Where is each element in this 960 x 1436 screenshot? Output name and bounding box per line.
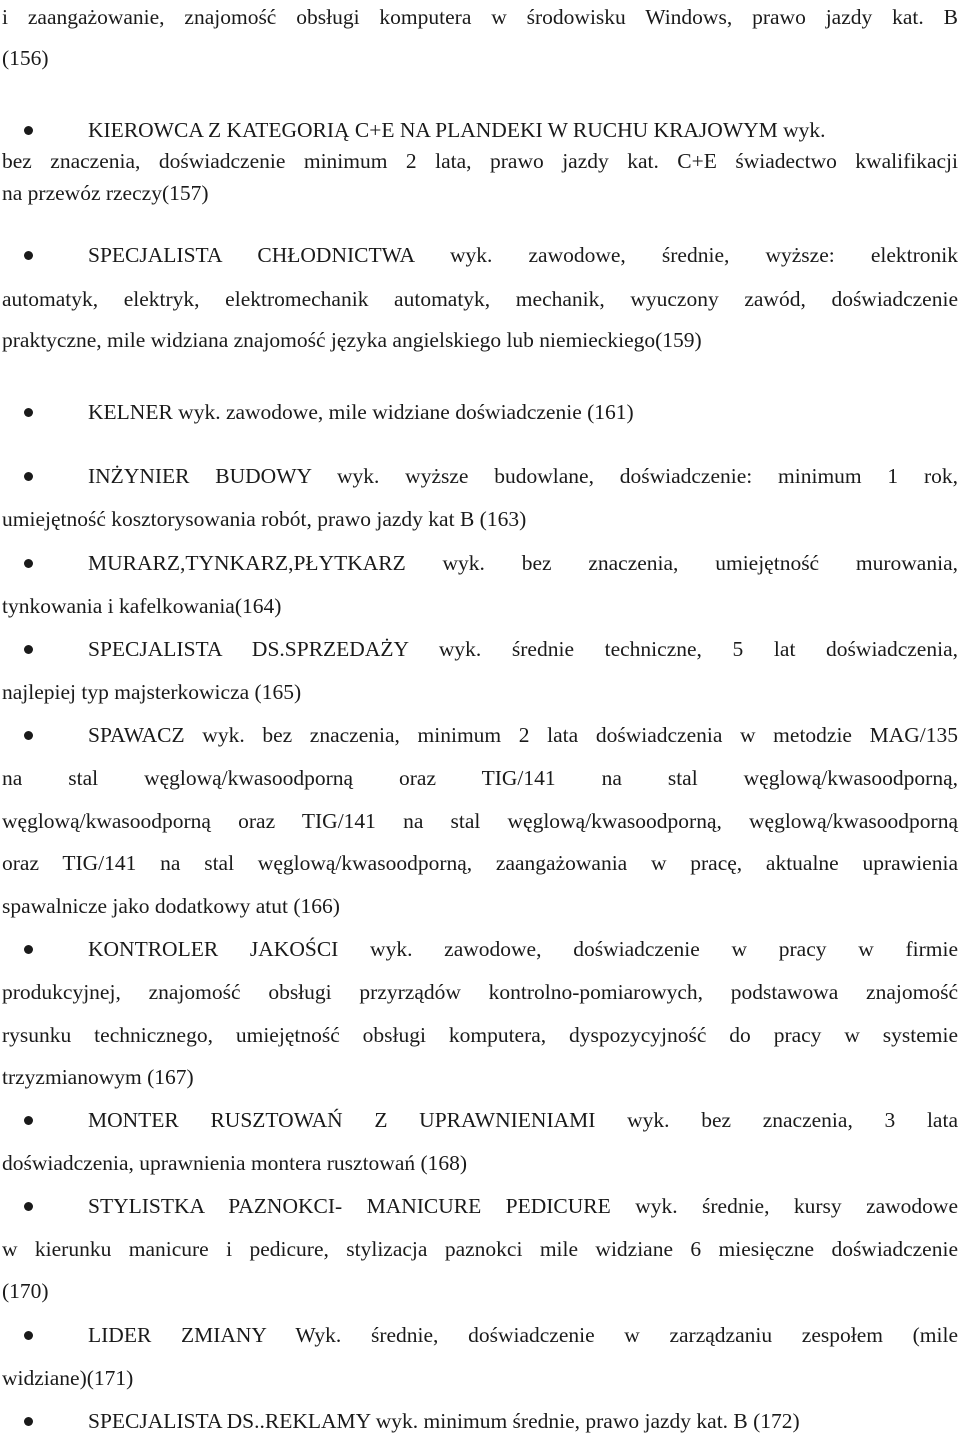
list-item-line: tynkowania i kafelkowania(164): [2, 594, 282, 618]
bullet-icon: [24, 1417, 33, 1426]
intro-line-2: (156): [2, 46, 49, 70]
list-item-line: bez znaczenia, doświadczenie minimum 2 lata, prawo jazdy kat. C+E świadectwo kwalifikacji: [2, 149, 958, 173]
list-item-line: MONTER RUSZTOWAŃ Z UPRAWNIENIAMI wyk. bez znaczenia, 3 lata: [88, 1108, 958, 1132]
list-item-line: KELNER wyk. zawodowe, mile widziane doświadczenie (161): [88, 400, 634, 424]
list-item-line: widziane)(171): [2, 1366, 134, 1390]
list-item-line: produkcyjnej, znajomość obsługi przyrządów kontrolno-pomiarowych, podstawowa znajomość: [2, 980, 958, 1004]
list-item-line: LIDER ZMIANY Wyk. średnie, doświadczenie w zarządzaniu zespołem (mile: [88, 1323, 958, 1347]
list-item-line: spawalnicze jako dodatkowy atut (166): [2, 894, 340, 918]
bullet-icon: [24, 251, 33, 260]
list-item-line: (170): [2, 1279, 49, 1303]
bullet-icon: [24, 945, 33, 954]
list-item-line: w kierunku manicure i pedicure, stylizacja paznokci mile widziane 6 miesięczne doświadczenie: [2, 1237, 958, 1261]
list-item-line: automatyk, elektryk, elektromechanik automatyk, mechanik, wyuczony zawód, doświadczenie: [2, 287, 958, 311]
intro-line-1: i zaangażowanie, znajomość obsługi komputera w środowisku Windows, prawo jazdy kat. B: [2, 5, 958, 29]
list-item-line: oraz TIG/141 na stal węglową/kwasoodporną, zaangażowania w pracę, aktualne uprawienia: [2, 851, 958, 875]
bullet-icon: [24, 1202, 33, 1211]
list-item-line: najlepiej typ majsterkowicza (165): [2, 680, 302, 704]
list-item-line: SPECJALISTA DS.SPRZEDAŻY wyk. średnie techniczne, 5 lat doświadczenia,: [88, 637, 958, 661]
list-item-line: na stal węglową/kwasoodporną oraz TIG/141 na stal węglową/kwasoodporną,: [2, 766, 958, 790]
bullet-icon: [24, 559, 33, 568]
bullet-icon: [24, 1116, 33, 1125]
list-item-line: MURARZ,TYNKARZ,PŁYTKARZ wyk. bez znaczenia, umiejętność murowania,: [88, 551, 958, 575]
list-item-line: SPAWACZ wyk. bez znaczenia, minimum 2 lata doświadczenia w metodzie MAG/135: [88, 723, 958, 747]
list-item-line: KIEROWCA Z KATEGORIĄ C+E NA PLANDEKI W RUCHU KRAJOWYM wyk.: [88, 118, 826, 142]
list-item-line: praktyczne, mile widziana znajomość języka angielskiego lub niemieckiego(159): [2, 328, 702, 352]
bullet-icon: [24, 731, 33, 740]
list-item-line: SPECJALISTA DS..REKLAMY wyk. minimum średnie, prawo jazdy kat. B (172): [88, 1409, 800, 1433]
list-item-line: umiejętność kosztorysowania robót, prawo jazdy kat B (163): [2, 507, 527, 531]
bullet-icon: [24, 645, 33, 654]
list-item-line: węglową/kwasoodporną oraz TIG/141 na stal węglową/kwasoodporną, węglową/kwasoodporną: [2, 809, 958, 833]
list-item-line: KONTROLER JAKOŚCI wyk. zawodowe, doświadczenie w pracy w firmie: [88, 937, 958, 961]
list-item-line: trzyzmianowym (167): [2, 1065, 194, 1089]
list-item-line: STYLISTKA PAZNOKCI- MANICURE PEDICURE wyk. średnie, kursy zawodowe: [88, 1194, 958, 1218]
list-item-line: INŻYNIER BUDOWY wyk. wyższe budowlane, doświadczenie: minimum 1 rok,: [88, 464, 958, 488]
bullet-icon: [24, 408, 33, 417]
list-item-line: rysunku technicznego, umiejętność obsługi komputera, dyspozycyjność do pracy w systemie: [2, 1023, 958, 1047]
list-item-line: na przewóz rzeczy(157): [2, 181, 209, 205]
bullet-icon: [24, 126, 33, 135]
list-item-line: doświadczenia, uprawnienia montera rusztowań (168): [2, 1151, 468, 1175]
bullet-icon: [24, 472, 33, 481]
bullet-icon: [24, 1331, 33, 1340]
list-item-line: SPECJALISTA CHŁODNICTWA wyk. zawodowe, średnie, wyższe: elektronik: [88, 243, 958, 267]
